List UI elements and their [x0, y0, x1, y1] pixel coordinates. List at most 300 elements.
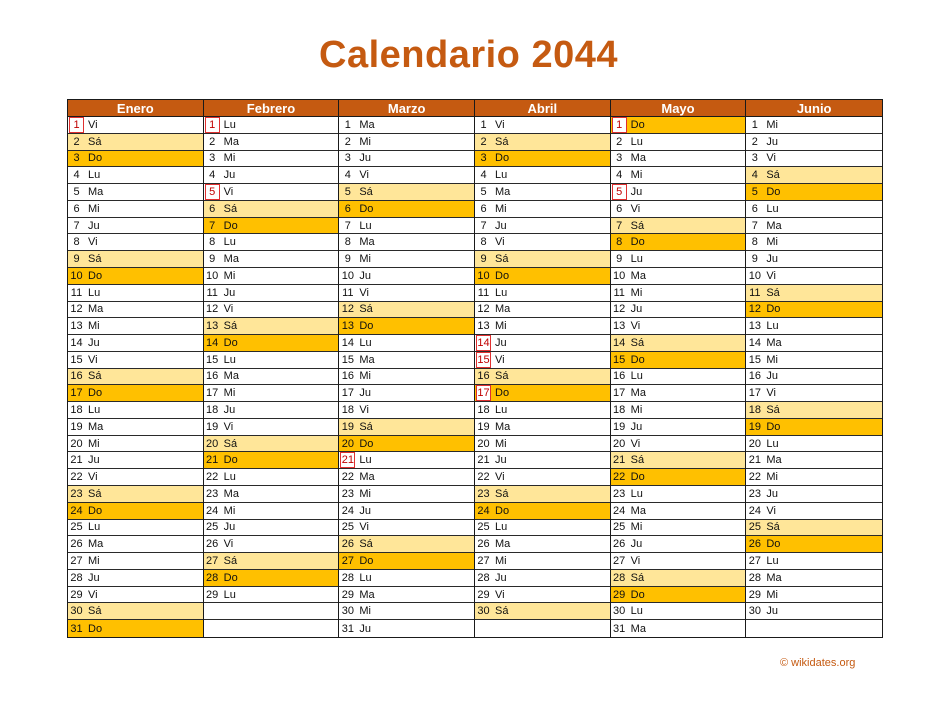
day-number: 24 [206, 504, 219, 517]
day-number: 13 [206, 320, 219, 333]
day-cell [339, 302, 474, 319]
weekday-label: Ma [630, 152, 646, 165]
weekday-label: Sá [88, 253, 102, 266]
day-number: 9 [73, 253, 80, 266]
weekday-label: Mi [630, 169, 643, 182]
day-number: 2 [616, 135, 623, 148]
day-number: 22 [206, 471, 219, 484]
credit-text[interactable]: © wikidates.org [780, 657, 856, 669]
weekday-label: Ma [766, 454, 782, 467]
holiday-day-number: 14 [477, 336, 490, 349]
day-cell [611, 218, 746, 235]
day-cell [68, 486, 203, 503]
month-header: Febrero [204, 100, 339, 117]
day-number: 21 [206, 454, 219, 467]
month-column-febrero [204, 100, 340, 637]
day-number: 14 [748, 336, 761, 349]
weekday-label: Mi [223, 504, 236, 517]
weekday-label: Ma [766, 219, 782, 232]
weekday-label: Vi [88, 118, 98, 131]
weekday-label: Vi [223, 538, 234, 551]
day-cell [339, 402, 474, 419]
day-list [475, 117, 610, 637]
day-number: 19 [748, 420, 761, 433]
weekday-label: Sá [630, 336, 645, 349]
day-cell [68, 302, 203, 319]
day-cell [204, 385, 339, 402]
day-cell [475, 436, 610, 453]
weekday-label: Ju [359, 622, 371, 635]
day-cell [339, 184, 474, 201]
day-number: 14 [206, 336, 219, 349]
day-list [746, 117, 882, 637]
weekday-label: Mi [495, 437, 507, 450]
day-cell [68, 268, 203, 285]
day-number: 26 [748, 538, 761, 551]
weekday-label: Sá [88, 135, 102, 148]
weekday-label: Ma [88, 420, 104, 433]
day-cell [611, 536, 746, 553]
weekday-label: Do [359, 202, 374, 215]
holiday-day-number: 15 [477, 353, 490, 366]
day-cell [746, 587, 882, 604]
weekday-label: Mi [495, 555, 507, 567]
day-cell [611, 251, 746, 268]
weekday-label: Lu [223, 588, 236, 601]
day-number: 1 [751, 118, 758, 131]
day-number: 23 [748, 487, 761, 500]
empty-day-cell [204, 620, 339, 637]
day-cell [68, 620, 203, 637]
weekday-label: Lu [630, 487, 643, 500]
day-number: 23 [341, 487, 354, 500]
month-header: Mayo [611, 100, 746, 117]
day-cell [475, 553, 610, 570]
day-number [476, 620, 491, 637]
day-number: 21 [477, 454, 490, 467]
empty-day-cell [746, 620, 882, 637]
day-cell [611, 117, 746, 134]
day-cell [339, 251, 474, 268]
weekday-label: Do [88, 387, 103, 400]
day-number: 27 [613, 555, 626, 567]
day-cell [339, 218, 474, 235]
day-number: 18 [70, 404, 83, 417]
day-number: 30 [748, 605, 761, 618]
weekday-label: Sá [359, 185, 373, 198]
day-number: 12 [613, 303, 626, 316]
day-cell [746, 369, 882, 386]
weekday-label: Ju [495, 336, 507, 349]
day-number: 18 [477, 404, 490, 417]
day-cell [204, 436, 339, 453]
day-cell [611, 436, 746, 453]
weekday-label: Ju [766, 370, 778, 383]
day-cell [475, 587, 610, 604]
day-cell [204, 268, 339, 285]
weekday-label: Vi [630, 202, 641, 215]
weekday-label: Lu [359, 454, 372, 467]
day-cell [204, 369, 339, 386]
weekday-label: Mi [766, 236, 778, 249]
day-cell [611, 452, 746, 469]
weekday-label: Sá [88, 605, 102, 618]
weekday-label: Lu [766, 555, 779, 567]
day-cell [475, 285, 610, 302]
weekday-label: Ma [88, 303, 104, 316]
day-number: 29 [748, 588, 761, 601]
weekday-label: Mi [223, 387, 236, 400]
day-cell [68, 167, 203, 184]
day-cell [746, 419, 882, 436]
day-number: 17 [613, 387, 626, 400]
weekday-label: Sá [88, 370, 102, 383]
day-number: 31 [341, 622, 354, 635]
day-number: 6 [344, 202, 351, 215]
day-cell [204, 117, 339, 134]
day-cell [68, 587, 203, 604]
day-number: 18 [748, 404, 761, 417]
day-number: 10 [70, 269, 83, 282]
month-header: Enero [68, 100, 203, 117]
day-number: 7 [616, 219, 623, 232]
weekday-label: Sá [223, 437, 238, 450]
weekday-label: Mi [766, 353, 778, 366]
weekday-label: Do [223, 219, 238, 232]
weekday-label: Do [223, 571, 238, 584]
day-number: 14 [613, 336, 626, 349]
day-number: 7 [480, 219, 487, 232]
day-cell [339, 536, 474, 553]
weekday-label: Mi [88, 202, 100, 215]
day-cell [746, 570, 882, 587]
day-number: 8 [73, 236, 80, 249]
weekday-label: Ma [88, 185, 104, 198]
day-cell [204, 318, 339, 335]
weekday-label: Vi [88, 471, 98, 484]
weekday-label: Lu [359, 571, 372, 584]
day-cell [746, 335, 882, 352]
day-number: 8 [344, 236, 351, 249]
weekday-label: Ju [766, 253, 778, 266]
month-column-marzo [339, 100, 475, 637]
day-cell [475, 369, 610, 386]
day-number: 4 [209, 169, 216, 182]
day-list [611, 117, 746, 637]
day-cell [339, 570, 474, 587]
day-cell [68, 603, 203, 620]
day-cell [68, 536, 203, 553]
day-cell [746, 251, 882, 268]
day-cell [746, 402, 882, 419]
day-number: 18 [206, 404, 219, 417]
day-number: 16 [206, 370, 219, 383]
day-cell [475, 385, 610, 402]
weekday-label: Vi [223, 185, 234, 198]
day-number: 16 [748, 370, 761, 383]
weekday-label: Ju [495, 219, 507, 232]
weekday-label: Vi [495, 471, 505, 484]
day-number: 24 [748, 504, 761, 517]
weekday-label: Lu [766, 202, 779, 215]
weekday-label: Ma [766, 571, 782, 584]
day-cell [611, 603, 746, 620]
day-number: 4 [480, 169, 487, 182]
day-number: 2 [209, 135, 216, 148]
day-cell [339, 201, 474, 218]
day-cell [475, 268, 610, 285]
day-cell [339, 268, 474, 285]
day-number: 23 [613, 487, 626, 500]
weekday-label: Mi [88, 555, 100, 567]
day-number: 18 [613, 404, 626, 417]
day-number: 26 [341, 538, 354, 551]
day-cell [339, 469, 474, 486]
day-number: 23 [206, 487, 219, 500]
weekday-label: Vi [766, 387, 776, 400]
weekday-label: Lu [495, 521, 508, 534]
weekday-label: Lu [495, 286, 508, 299]
day-number: 3 [344, 152, 351, 165]
weekday-label: Do [630, 236, 645, 249]
weekday-label: Lu [223, 471, 236, 484]
day-cell [475, 503, 610, 520]
day-number: 8 [209, 236, 216, 249]
day-cell [475, 520, 610, 537]
day-cell [339, 436, 474, 453]
day-cell [68, 134, 203, 151]
day-cell [611, 419, 746, 436]
month-header: Abril [475, 100, 610, 117]
day-cell [611, 369, 746, 386]
weekday-label: Lu [630, 253, 643, 266]
day-cell [746, 603, 882, 620]
page-title: Calendario 2044 [319, 34, 618, 76]
day-cell [746, 352, 882, 369]
day-cell [339, 369, 474, 386]
weekday-label: Ju [359, 387, 371, 400]
day-cell [68, 570, 203, 587]
weekday-label: Sá [766, 286, 780, 299]
weekday-label: Sá [495, 487, 509, 500]
weekday-label: Do [495, 269, 510, 282]
day-number: 22 [748, 471, 761, 484]
day-cell [339, 553, 474, 570]
day-number: 10 [748, 269, 761, 282]
month-column-mayo [611, 100, 747, 637]
weekday-label: Do [359, 437, 374, 450]
day-number: 1 [344, 118, 351, 131]
day-cell [339, 151, 474, 168]
weekday-label: Vi [359, 521, 369, 534]
day-cell [68, 234, 203, 251]
day-cell [475, 184, 610, 201]
day-number: 19 [206, 420, 219, 433]
day-number: 11 [206, 286, 218, 299]
day-cell [204, 402, 339, 419]
day-number: 13 [477, 320, 490, 333]
weekday-label: Vi [630, 555, 641, 567]
day-cell [68, 201, 203, 218]
day-number: 31 [70, 622, 83, 635]
weekday-label: Sá [495, 370, 509, 383]
weekday-label: Sá [630, 571, 645, 584]
day-number: 6 [209, 202, 216, 215]
holiday-day-number: 5 [205, 184, 220, 200]
day-cell [475, 335, 610, 352]
weekday-label: Ju [359, 152, 371, 165]
weekday-label: Sá [766, 521, 780, 534]
day-cell [611, 268, 746, 285]
day-cell [339, 486, 474, 503]
day-number: 28 [613, 571, 626, 584]
day-number: 25 [70, 521, 83, 534]
day-number: 8 [480, 236, 487, 249]
day-number: 29 [477, 588, 490, 601]
day-cell [475, 486, 610, 503]
day-cell [475, 218, 610, 235]
day-cell [204, 234, 339, 251]
day-number: 23 [70, 487, 83, 500]
day-number: 9 [616, 253, 623, 266]
weekday-label: Ma [495, 303, 511, 316]
day-cell [611, 201, 746, 218]
weekday-label: Do [630, 353, 645, 366]
weekday-label: Vi [495, 118, 505, 131]
day-number: 11 [477, 286, 490, 299]
weekday-label: Ju [495, 454, 507, 467]
weekday-label: Mi [223, 152, 236, 165]
day-number: 29 [70, 588, 83, 601]
day-cell [475, 134, 610, 151]
day-number: 1 [480, 118, 487, 131]
weekday-label: Vi [359, 169, 369, 182]
day-cell [611, 285, 746, 302]
day-number: 20 [613, 437, 626, 450]
day-number: 4 [344, 169, 351, 182]
weekday-label: Vi [766, 152, 776, 165]
day-number: 27 [341, 555, 354, 567]
weekday-label: Do [359, 555, 374, 567]
day-number: 19 [477, 420, 490, 433]
day-list [68, 117, 203, 637]
day-number: 19 [70, 420, 83, 433]
day-cell [68, 369, 203, 386]
month-header: Junio [746, 100, 882, 117]
weekday-label: Ju [359, 269, 371, 282]
day-number: 31 [613, 622, 626, 635]
day-cell [611, 570, 746, 587]
weekday-label: Ju [88, 571, 100, 584]
day-cell [204, 452, 339, 469]
day-cell [475, 117, 610, 134]
day-number: 10 [613, 269, 626, 282]
weekday-label: Mi [630, 521, 643, 534]
day-number: 16 [70, 370, 83, 383]
weekday-label: Ju [223, 169, 236, 182]
weekday-label: Ju [766, 605, 778, 618]
month-column-junio [746, 100, 882, 637]
day-number: 12 [206, 303, 219, 316]
day-number: 6 [480, 202, 487, 215]
day-number: 20 [748, 437, 761, 450]
day-number: 26 [613, 538, 626, 551]
day-number: 2 [73, 135, 80, 148]
day-cell [204, 218, 339, 235]
weekday-label: Vi [495, 588, 505, 601]
weekday-label: Do [766, 303, 781, 316]
weekday-label: Sá [630, 219, 645, 232]
day-cell [475, 419, 610, 436]
day-number: 18 [341, 404, 354, 417]
weekday-label: Mi [766, 471, 778, 484]
day-cell [204, 134, 339, 151]
weekday-label: Mi [630, 286, 643, 299]
weekday-label: Vi [766, 504, 776, 517]
day-cell [611, 167, 746, 184]
weekday-label: Mi [495, 202, 507, 215]
day-number: 6 [751, 202, 758, 215]
weekday-label: Vi [88, 588, 98, 601]
day-cell [475, 201, 610, 218]
day-cell [475, 469, 610, 486]
day-number: 22 [613, 471, 626, 484]
day-number: 20 [206, 437, 219, 450]
day-cell [204, 251, 339, 268]
day-number: 24 [613, 504, 626, 517]
day-cell [611, 335, 746, 352]
day-number: 13 [341, 320, 354, 333]
weekday-label: Do [630, 588, 645, 601]
weekday-label: Ma [223, 135, 239, 148]
day-number: 20 [477, 437, 490, 450]
weekday-label: Ma [88, 538, 104, 551]
weekday-label: Ju [88, 336, 100, 349]
weekday-label: Ma [495, 538, 511, 551]
day-cell [68, 318, 203, 335]
day-number: 4 [616, 169, 623, 182]
weekday-label: Ma [630, 504, 646, 517]
day-number: 24 [341, 504, 354, 517]
day-cell [68, 520, 203, 537]
day-number: 20 [70, 437, 83, 450]
weekday-label: Mi [766, 118, 778, 131]
day-cell [204, 352, 339, 369]
day-number: 25 [477, 521, 490, 534]
weekday-label: Ju [630, 538, 643, 551]
day-cell [746, 167, 882, 184]
day-cell [204, 469, 339, 486]
day-cell [204, 570, 339, 587]
weekday-label: Lu [766, 437, 779, 450]
day-cell [68, 503, 203, 520]
weekday-label: Ju [630, 420, 643, 433]
weekday-label: Sá [223, 320, 238, 333]
weekday-label: Sá [223, 555, 238, 567]
day-cell [746, 503, 882, 520]
weekday-label: Vi [88, 353, 98, 366]
day-cell [68, 184, 203, 201]
day-number: 6 [73, 202, 80, 215]
weekday-label: Sá [495, 253, 509, 266]
day-cell [746, 452, 882, 469]
weekday-label: Sá [766, 404, 780, 417]
weekday-label: Mi [223, 269, 236, 282]
day-cell [68, 402, 203, 419]
day-cell [746, 234, 882, 251]
day-number: 27 [70, 555, 83, 567]
day-cell [68, 385, 203, 402]
